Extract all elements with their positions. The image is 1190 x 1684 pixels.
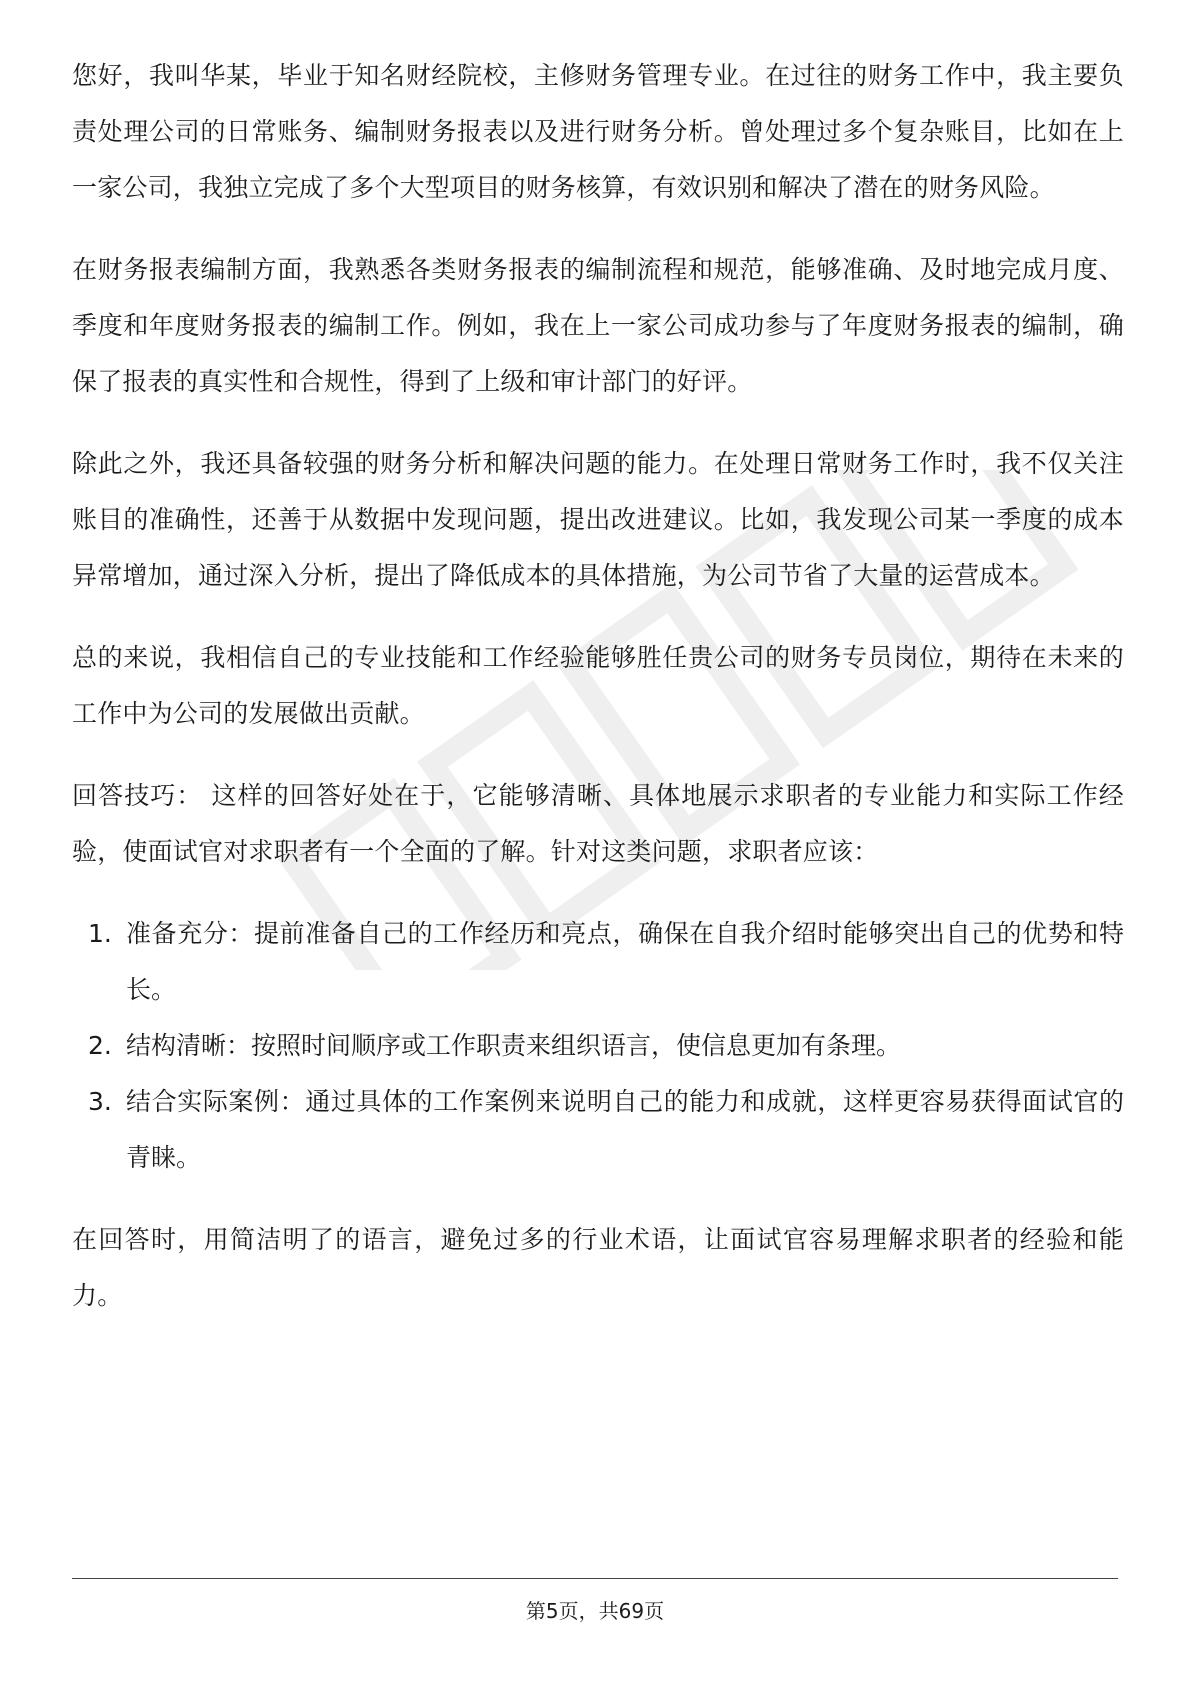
list-number: 2. <box>88 1031 112 1060</box>
list-text: 结构清晰：按照时间顺序或工作职责来组织语言，使信息更加有条理。 <box>126 1031 902 1060</box>
list-item <box>72 1018 1124 1074</box>
tips-list <box>72 906 1124 1186</box>
paragraph-intro: 您好，我叫华某，毕业于知名财经院校，主修财务管理专业。在过往的财务工作中，我主要负责处理公司的日常账务、编制财务报表以及进行财务分析。曾处理过多个复杂账目，比如在上一家公司，我独立完成了多个大型项目的财务核算，有效识别和解决了潜在的财务风险。 <box>72 61 1124 202</box>
list-item <box>72 906 1124 1018</box>
footer-divider <box>72 1578 1118 1579</box>
list-text: 结合实际案例：通过具体的工作案例来说明自己的能力和成就，这样更容易获得面试官的青睐。 <box>126 1087 1124 1172</box>
list-number: 3. <box>88 1087 112 1116</box>
page-number: 第5页，共69页 <box>525 1599 665 1623</box>
list-item <box>72 1074 1124 1186</box>
paragraph-tips-intro: 回答技巧： 这样的回答好处在于，它能够清晰、具体地展示求职者的专业能力和实际工作经验，使面试官对求职者有一个全面的了解。针对这类问题，求职者应该： <box>72 781 1124 866</box>
list-text: 准备充分：提前准备自己的工作经历和亮点，确保在自我介绍时能够突出自己的优势和特长。 <box>126 919 1124 1004</box>
paragraph-closing: 在回答时，用简洁明了的语言，避免过多的行业术语，让面试官容易理解求职者的经验和能力。 <box>72 1225 1124 1310</box>
paragraph-analysis: 除此之外，我还具备较强的财务分析和解决问题的能力。在处理日常财务工作时，我不仅关注账目的准确性，还善于从数据中发现问题，提出改进建议。比如，我发现公司某一季度的成本异常增加，通过深入分析，提出了降低成本的具体措施，为公司节省了大量的运营成本。 <box>72 449 1124 590</box>
paragraph-reports: 在财务报表编制方面，我熟悉各类财务报表的编制流程和规范，能够准确、及时地完成月度、季度和年度财务报表的编制工作。例如，我在上一家公司成功参与了年度财务报表的编制，确保了报表的真实性和合规性，得到了上级和审计部门的好评。 <box>72 255 1124 396</box>
paragraph-summary: 总的来说，我相信自己的专业技能和工作经验能够胜任贵公司的财务专员岗位，期待在未来的工作中为公司的发展做出贡献。 <box>72 643 1124 728</box>
list-number: 1. <box>88 919 112 948</box>
document-body <box>72 48 1124 1350</box>
